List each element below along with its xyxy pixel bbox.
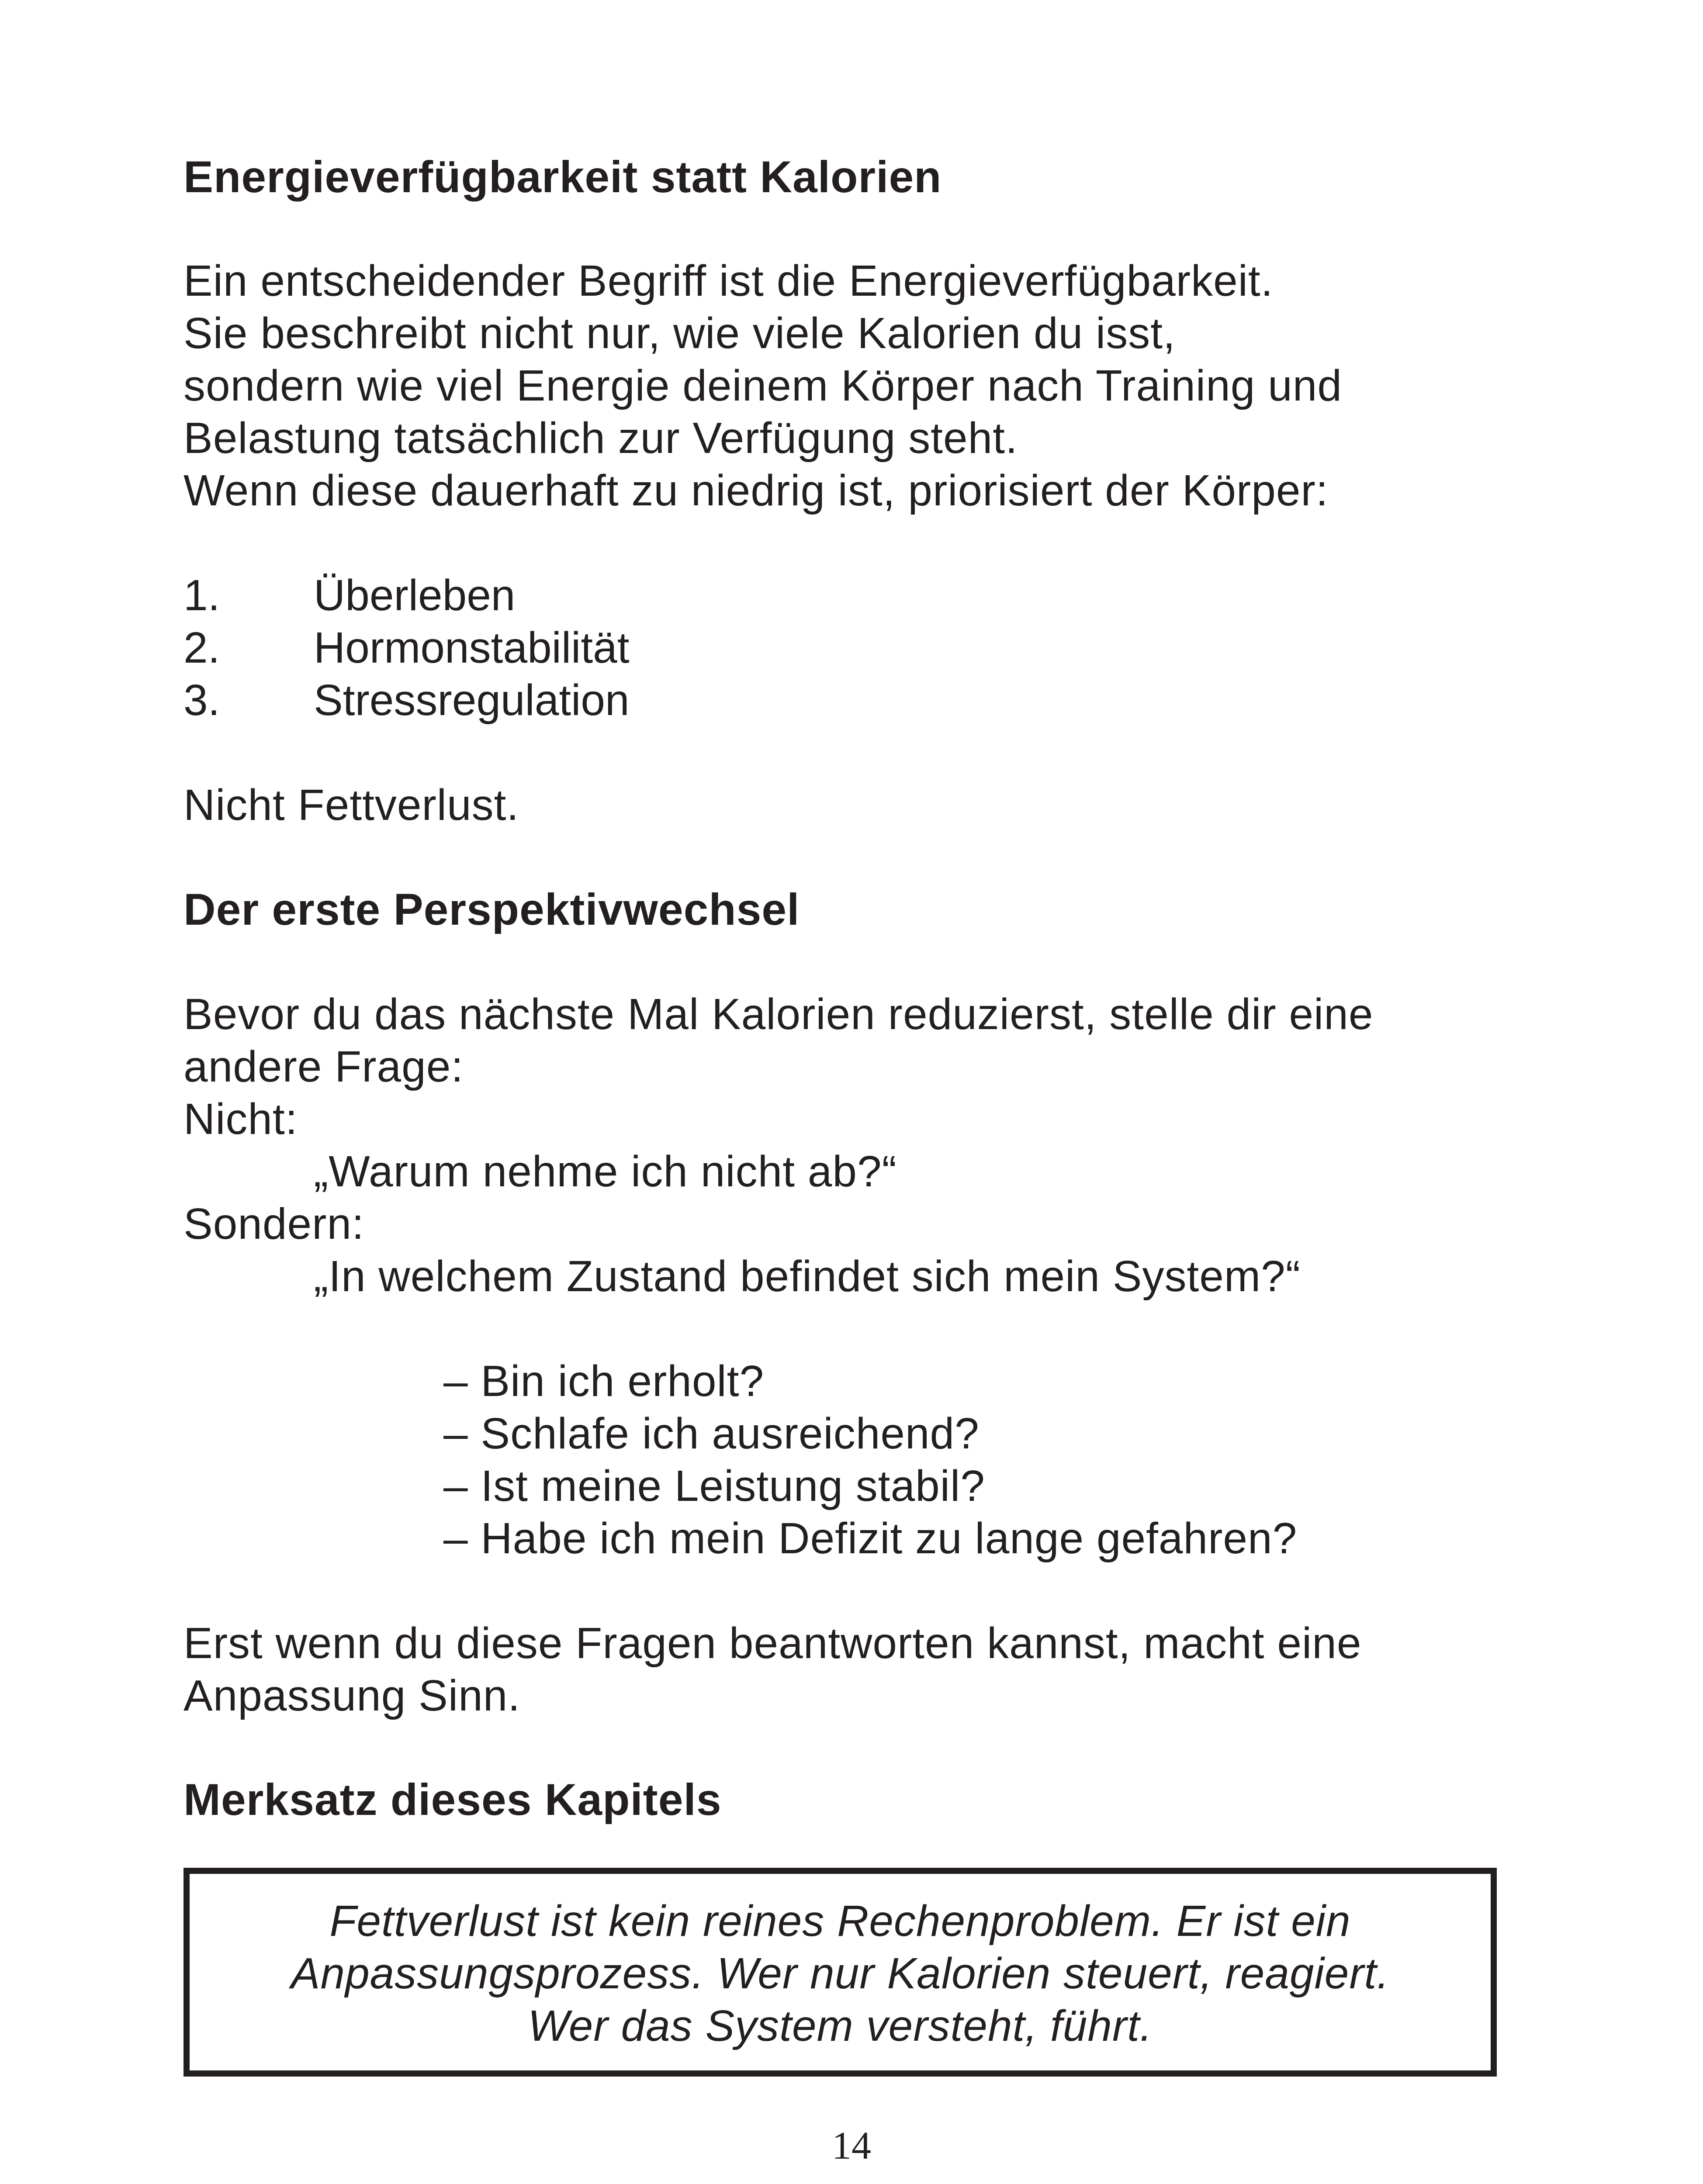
list-item-text: Stressregulation — [314, 676, 630, 725]
list-item-text: Überleben — [314, 571, 516, 620]
but-label: Sondern: — [183, 1199, 364, 1248]
paragraph-line: Wenn diese dauerhaft zu niedrig ist, priorisiert der Körper: — [183, 466, 1329, 515]
paragraph-line: Bevor du das nächste Mal Kalorien reduzierst, stelle dir eine — [183, 990, 1374, 1039]
paragraph-line: Anpassung Sinn. — [183, 1671, 521, 1720]
paragraph-line: Belastung tatsächlich zur Verfügung steht. — [183, 414, 1018, 463]
closing-statement: Nicht Fettverlust. — [183, 781, 519, 829]
paragraph-line: Sie beschreibt nicht nur, wie viele Kalorien du isst, — [183, 309, 1176, 358]
page-number: 14 — [832, 2124, 871, 2167]
section-heading-key-takeaway: Merksatz dieses Kapitels — [183, 1775, 722, 1825]
paragraph-line: andere Frage: — [183, 1042, 464, 1091]
list-item-number: 2. — [183, 623, 220, 672]
takeaway-line: Anpassungsprozess. Wer nur Kalorien steuert, reagiert. — [291, 1949, 1390, 1998]
list-item-number: 1. — [183, 571, 220, 620]
key-takeaway-box — [183, 1868, 1497, 2077]
question-item: – Habe ich mein Defizit zu lange gefahren? — [443, 1514, 1298, 1563]
question-item: – Bin ich erholt? — [443, 1357, 765, 1406]
takeaway-line: Wer das System versteht, führt. — [528, 2001, 1153, 2050]
question-item: – Ist meine Leistung stabil? — [443, 1462, 985, 1510]
not-label: Nicht: — [183, 1095, 298, 1144]
paragraph-line: sondern wie viel Energie deinem Körper nach Training und — [183, 361, 1342, 410]
list-item-text: Hormonstabilität — [314, 623, 630, 672]
but-quote: „In welchem Zustand befindet sich mein System?“ — [314, 1252, 1301, 1301]
not-quote: „Warum nehme ich nicht ab?“ — [314, 1147, 897, 1196]
section-heading-perspective-change: Der erste Perspektivwechsel — [183, 885, 800, 934]
takeaway-line: Fettverlust ist kein reines Rechenproblem. Er ist ein — [329, 1897, 1351, 1946]
question-item: – Schlafe ich ausreichend? — [443, 1409, 980, 1458]
paragraph-line: Ein entscheidender Begriff ist die Energieverfügbarkeit. — [183, 256, 1274, 305]
list-item-number: 3. — [183, 676, 220, 725]
section-heading-energy-availability: Energieverfügbarkeit statt Kalorien — [183, 152, 942, 202]
paragraph-line: Erst wenn du diese Fragen beantworten kannst, macht eine — [183, 1619, 1362, 1668]
